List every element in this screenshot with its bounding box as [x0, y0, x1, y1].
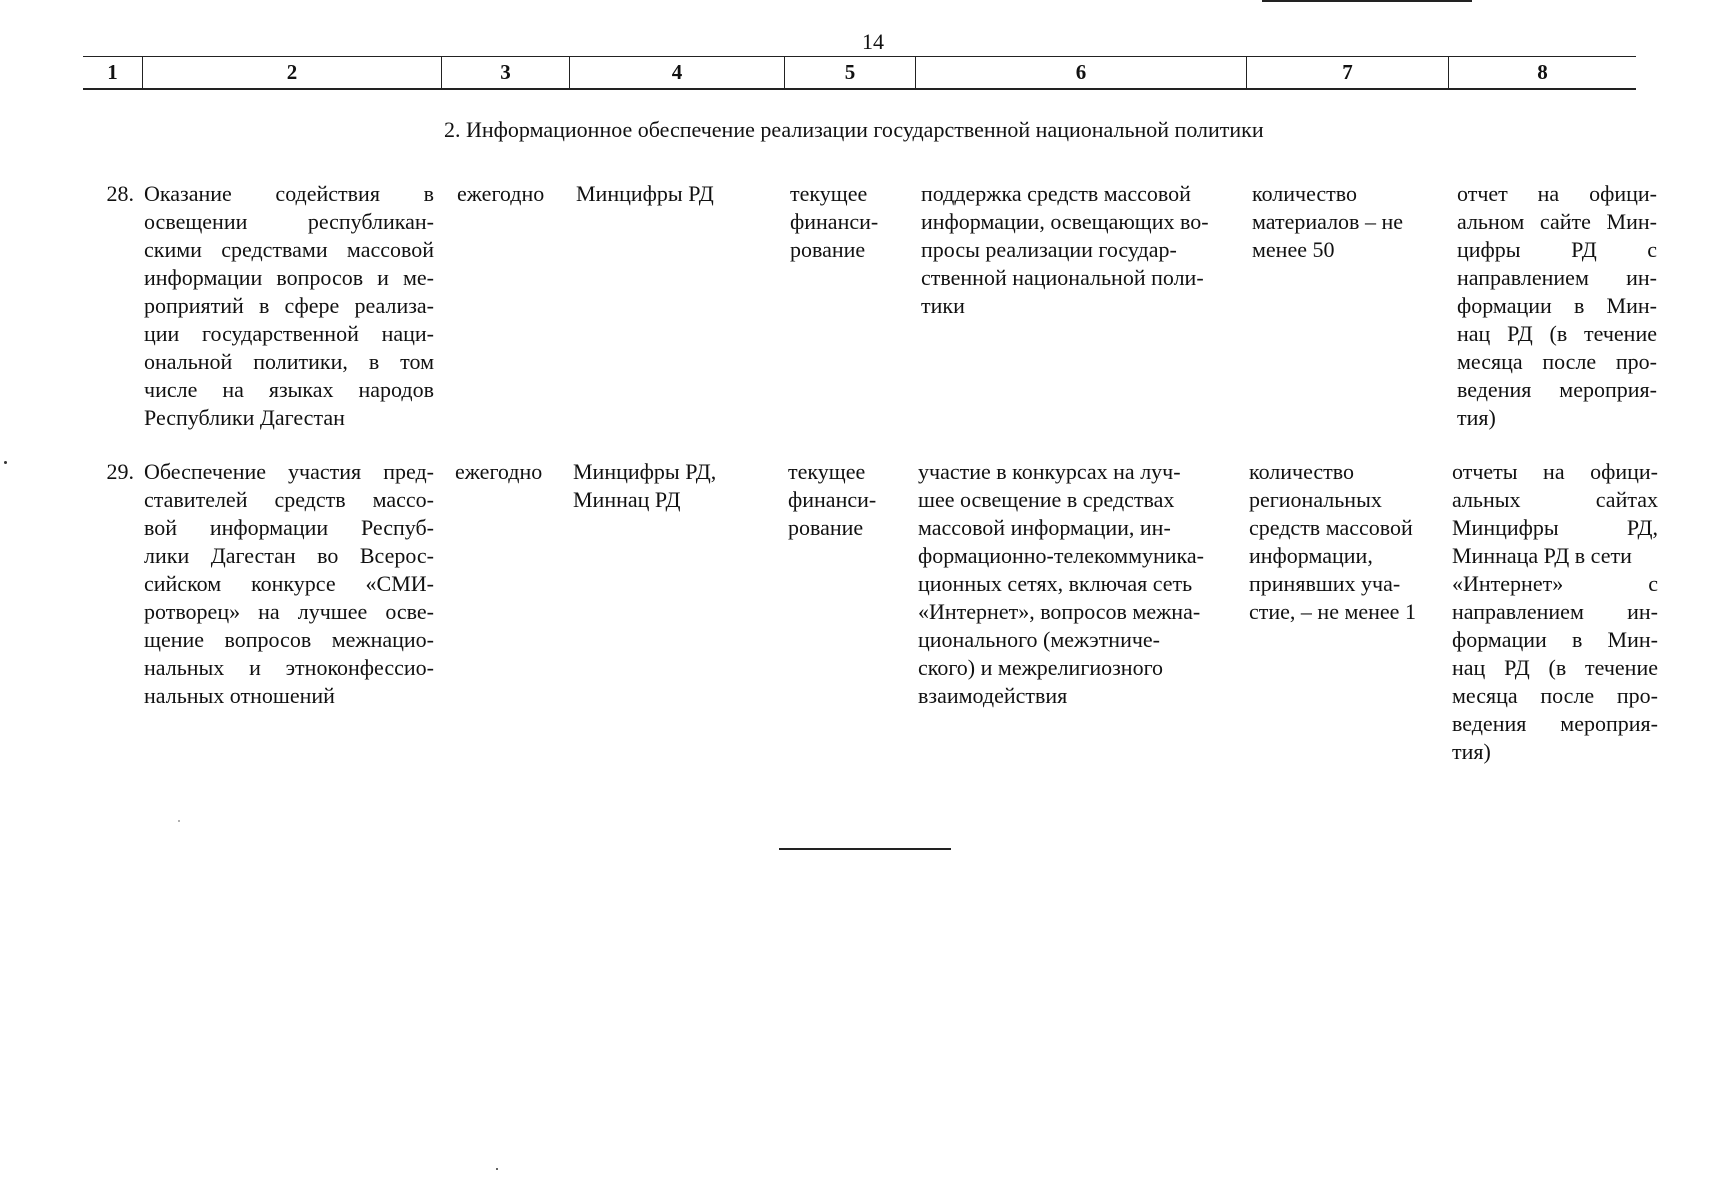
- text-line: отчеты на офици-: [1452, 459, 1658, 484]
- header-col-1: 1: [83, 57, 143, 88]
- text-line: месяца после про-: [1452, 683, 1658, 708]
- text-line: нац РД (в течение: [1457, 321, 1657, 346]
- text-line: освещении республикан-: [144, 209, 434, 234]
- top-edge-rule: [1262, 0, 1472, 2]
- scan-speck: [178, 820, 180, 822]
- text-line: Минцифры РД,: [1452, 515, 1658, 540]
- text-line: финанси-: [790, 209, 879, 234]
- text-line: количество: [1252, 181, 1358, 206]
- text-line: текущее: [790, 181, 868, 206]
- deadline: ежегодно: [455, 459, 543, 484]
- text-line: вой информации Респуб-: [144, 515, 434, 540]
- text-line: Оказание содействия в: [144, 181, 434, 206]
- text-line: формации в Мин-: [1457, 293, 1657, 318]
- text-line: массовой информации, ин-: [918, 515, 1171, 540]
- end-divider: [779, 848, 951, 850]
- text-line: финанси-: [788, 487, 877, 512]
- text-line: ционального (межэтниче-: [918, 627, 1161, 652]
- text-line: ведения мероприя-: [1452, 711, 1658, 736]
- text-line: Миннаца РД в сети: [1452, 543, 1632, 568]
- text-line: месяца после про-: [1457, 349, 1657, 374]
- text-line: числе на языках народов: [144, 377, 434, 402]
- text-line: отчет на офици-: [1457, 181, 1657, 206]
- reporting-form: [1457, 180, 1657, 432]
- text-line: взаимодействия: [918, 683, 1068, 708]
- text-line: направлением ин-: [1452, 599, 1658, 624]
- header-col-3: 3: [442, 57, 570, 88]
- text-line: альных сайтах: [1452, 487, 1658, 512]
- text-line: средств массовой: [1249, 515, 1413, 540]
- header-col-7: 7: [1247, 57, 1449, 88]
- text-line: рование: [790, 237, 866, 262]
- text-line: направлением ин-: [1457, 265, 1657, 290]
- text-line: менее 50: [1252, 237, 1335, 262]
- text-line: нальных отношений: [144, 683, 335, 708]
- page-number: 14: [862, 29, 884, 54]
- text-line: тия): [1457, 405, 1496, 430]
- indicator: [1249, 458, 1439, 626]
- text-line: нальных и этноконфессио-: [144, 655, 434, 680]
- text-line: участие в конкурсах на луч-: [918, 459, 1181, 484]
- event-description: [144, 458, 434, 710]
- text-line: скими средствами массовой: [144, 237, 434, 262]
- header-col-6: 6: [916, 57, 1247, 88]
- expected-result: [921, 180, 1236, 320]
- text-line: ции государственной наци-: [144, 321, 434, 346]
- text-line: шее освещение в средствах: [918, 487, 1175, 512]
- text-line: ротворец» на лучшее осве-: [144, 599, 434, 624]
- text-line: информации,: [1249, 543, 1373, 568]
- text-line: принявших уча-: [1249, 571, 1401, 596]
- funding-source: [790, 180, 910, 264]
- text-line: «Интернет» с: [1452, 571, 1658, 596]
- text-line: цифры РД с: [1457, 237, 1657, 262]
- text-line: просы реализации государ-: [921, 237, 1177, 262]
- reporting-form: [1452, 458, 1658, 766]
- text-line: ставителей средств массо-: [144, 487, 434, 512]
- text-line: количество: [1249, 459, 1355, 484]
- expected-result: [918, 458, 1238, 710]
- text-line: тия): [1452, 739, 1491, 764]
- text-line: поддержка средств массовой: [921, 181, 1191, 206]
- text-line: формации в Мин-: [1452, 627, 1658, 652]
- row-number: 28.: [106, 181, 134, 206]
- text-line: ственной национальной поли-: [921, 265, 1204, 290]
- header-col-2: 2: [143, 57, 442, 88]
- text-line: Минцифры РД,: [573, 459, 717, 484]
- text-line: «Интернет», вопросов межна-: [918, 599, 1201, 624]
- text-line: альном сайте Мин-: [1457, 209, 1657, 234]
- responsible: [576, 180, 776, 208]
- text-line: формационно-телекоммуника-: [918, 543, 1204, 568]
- text-line: Обеспечение участия пред-: [144, 459, 434, 484]
- text-line: роприятий в сфере реализа-: [144, 293, 434, 318]
- text-line: сийском конкурсе «СМИ-: [144, 571, 434, 596]
- text-line: ональной политики, в том: [144, 349, 434, 374]
- text-line: тики: [921, 293, 965, 318]
- text-line: лики Дагестан во Всерос-: [144, 543, 434, 568]
- section-heading: 2. Информационное обеспечение реализации государственной национальной политики: [444, 117, 1264, 142]
- scan-speck: [4, 461, 7, 464]
- funding-source: [788, 458, 908, 542]
- header-col-5: 5: [785, 57, 916, 88]
- text-line: Республики Дагестан: [144, 405, 345, 430]
- text-line: ского) и межрелигиозного: [918, 655, 1164, 680]
- text-line: Миннац РД: [573, 487, 681, 512]
- text-line: ведения мероприя-: [1457, 377, 1657, 402]
- text-line: региональных: [1249, 487, 1382, 512]
- text-line: ционных сетях, включая сеть: [918, 571, 1193, 596]
- event-description: [144, 180, 434, 432]
- text-line: информации вопросов и ме-: [144, 265, 434, 290]
- text-line: рование: [788, 515, 864, 540]
- row-number: 29.: [106, 459, 134, 484]
- header-col-8: 8: [1537, 60, 1548, 84]
- text-line: стие, – не менее 1: [1249, 599, 1416, 624]
- deadline: ежегодно: [457, 181, 545, 206]
- indicator: [1252, 180, 1442, 264]
- column-number-header: [83, 56, 1636, 90]
- text-line: информации, освещающих во-: [921, 209, 1209, 234]
- text-line: щение вопросов межнацио-: [144, 627, 434, 652]
- text-line: Минцифры РД: [576, 181, 714, 206]
- header-col-4: 4: [570, 57, 785, 88]
- scan-speck: [496, 1168, 498, 1170]
- text-line: материалов – не: [1252, 209, 1403, 234]
- text-line: нац РД (в течение: [1452, 655, 1658, 680]
- responsible: [573, 458, 773, 514]
- text-line: текущее: [788, 459, 866, 484]
